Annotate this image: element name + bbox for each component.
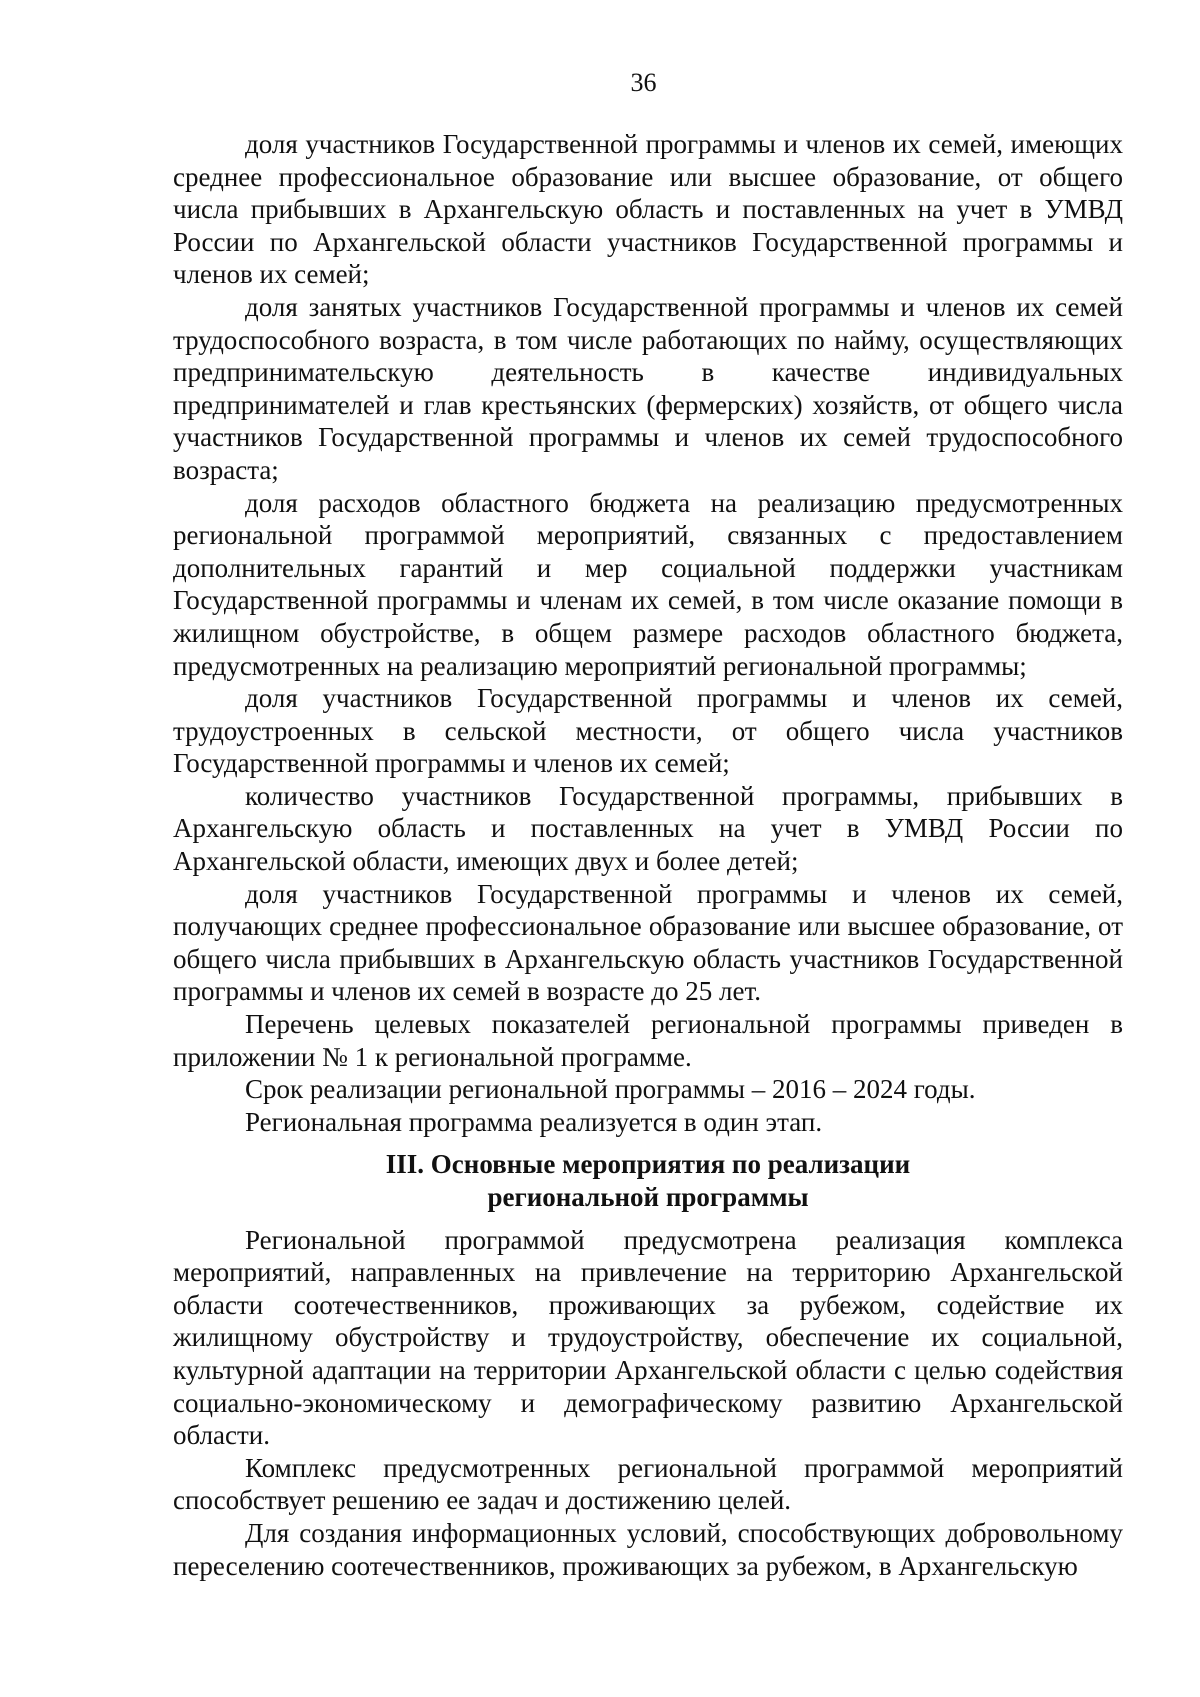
document-body bbox=[173, 128, 1123, 1582]
paragraph-share-rural-employment: доля участников Государственной программы и членов их семей, трудоустроенных в сельской местности, от общего числа участников Государственной программы и членов их семей; bbox=[173, 683, 1123, 779]
paragraph-share-young-students: доля участников Государственной программы и членов их семей, получающих среднее профессиональное образование или высшее образование, от общего числа прибывших в Архангельскую область участников Государственной программы и членов их семей в возрасте до 25 лет. bbox=[173, 878, 1123, 1007]
section-heading-line1: III. Основные мероприятия по реализации bbox=[385, 1149, 911, 1180]
paragraph-indicators-list: Перечень целевых показателей региональной программы приведен в приложении № 1 к региональной программе. bbox=[173, 1009, 1123, 1072]
page-number: 36 bbox=[630, 68, 657, 97]
paragraph-information-conditions: Для создания информационных условий, способствующих добровольному переселению соотечественников, проживающих за рубежом, в Архангельскую bbox=[173, 1517, 1123, 1581]
paragraph-share-educated-participants: доля участников Государственной программы и членов их семей, имеющих среднее профессиональное образование или высшее образование, от общего числа прибывших в Архангельскую область и поставленных на учет в УМВД России по Архангельской области участников Государственной программы и членов их семей; bbox=[173, 129, 1123, 290]
section-heading-line2: региональной программы bbox=[487, 1182, 809, 1212]
section-heading bbox=[173, 1148, 1123, 1213]
paragraph-share-employed-participants: доля занятых участников Государственной программы и членов их семей трудоспособного возраста, в том числе работающих по найму, осуществляющих предпринимательскую деятельность в качестве индивидуальных предпринимателей и глав крестьянских (фермерских) хозяйств, от общего числа участников Государственной программы и членов их семей трудоспособного возраста; bbox=[173, 291, 1123, 485]
paragraph-measures-complex: Комплекс предусмотренных региональной программой мероприятий способствует решению ее задач и достижению целей. bbox=[173, 1452, 1123, 1516]
paragraph-share-budget-expenses: доля расходов областного бюджета на реализацию предусмотренных региональной программой мероприятий, связанных с предоставлением дополнительных гарантий и мер социальной поддержки участникам Государственной программы и членам их семей, в том числе оказание помощи в жилищном обустройстве, в общем размере расходов областного бюджета, предусмотренных на реализацию мероприятий региональной программы; bbox=[173, 487, 1123, 681]
paragraph-count-large-families: количество участников Государственной программы, прибывших в Архангельскую область и поставленных на учет в УМВД России по Архангельской области, имеющих двух и более детей; bbox=[173, 780, 1123, 877]
paragraph-single-stage: Региональная программа реализуется в один этап. bbox=[245, 1106, 823, 1137]
paragraph-program-measures: Региональной программой предусмотрена реализация комплекса мероприятий, направленных на привлечение на территорию Архангельской области соотечественников, проживающих за рубежом, содействие их жилищному обустройству и трудоустройству, обеспечение их социальной, культурной адаптации на территории Архангельской области с целью содействия социально-экономическому и демографическому развитию Архангельской области. bbox=[173, 1224, 1123, 1451]
paragraph-implementation-period: Срок реализации региональной программы – 2016 – 2024 годы. bbox=[245, 1074, 976, 1105]
